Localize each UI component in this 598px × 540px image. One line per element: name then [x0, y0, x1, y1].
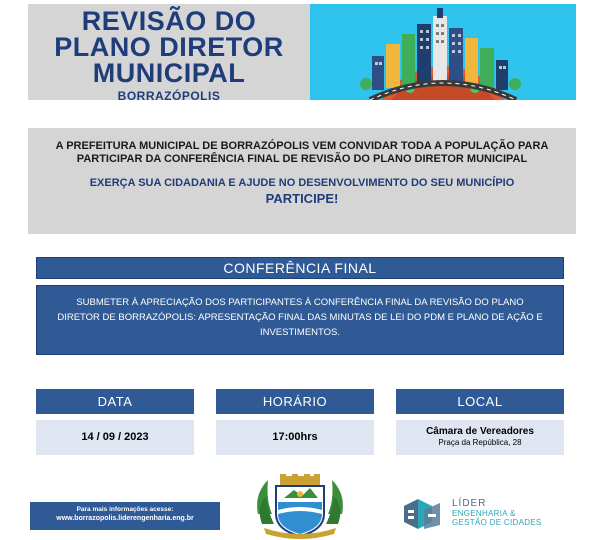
participe-text: PARTICIPE! — [265, 191, 339, 206]
title-panel — [28, 4, 310, 103]
lider-branding — [400, 496, 570, 532]
more-info-label: Para mais informações acesse: — [76, 506, 174, 513]
invitation-text: A PREFEITURA MUNICIPAL DE BORRAZÓPOLIS VEM CONVIDAR TODA A POPULAÇÃO PARA PARTICIPAR DA CONFERÊNCIA FINAL DE REVISÃO DO PLANO DIRETOR MUNICIPAL — [55, 140, 549, 165]
page-title-line-1: REVISÃO DO — [81, 6, 257, 36]
city-skyline-panel — [310, 4, 576, 100]
lider-logo-icon — [400, 496, 444, 532]
date-header: DATA — [36, 389, 194, 414]
page-title-line-2: PLANO DIRETOR — [54, 32, 284, 62]
lider-subtitle-1: ENGENHARIA & — [452, 509, 516, 518]
citizenship-call: EXERÇA SUA CIDADANIA E AJUDE NO DESENVOLVIMENTO DO SEU MUNICÍPIO — [89, 177, 515, 189]
location-value: Câmara de Vereadores — [426, 426, 534, 437]
city-skyline-icon — [310, 4, 576, 100]
page-title-line-3: MUNICIPAL — [92, 58, 246, 88]
time-value: 17:00hrs — [272, 431, 318, 443]
location-address: Praça da República, 28 — [438, 438, 522, 447]
lider-subtitle-2: GESTÃO DE CIDADES — [452, 518, 542, 527]
coat-of-arms-icon — [248, 474, 352, 540]
coat-of-arms — [248, 474, 352, 540]
time-header: HORÁRIO — [216, 389, 374, 414]
website-link[interactable]: www.borrazopolis.liderengenharia.eng.br — [56, 515, 194, 522]
lider-text-block — [452, 498, 572, 527]
lider-name: LÍDER — [452, 498, 487, 509]
date-value: 14 / 09 / 2023 — [81, 431, 149, 443]
city-subtitle: BORRAZÓPOLIS — [117, 89, 221, 103]
time-value-box — [216, 420, 374, 455]
conference-description: SUBMETER À APRECIAÇÃO DOS PARTICIPANTES À CONFERÊNCIA FINAL DA REVISÃO DO PLANO DIRETOR DE BORRAZÓPOLIS: APRESENTAÇÃO FINAL DAS MINUTAS DE LEI DO PDM E PLANO DE AÇÃO E INVESTIMENTOS. — [36, 285, 564, 355]
invitation-panel — [28, 128, 576, 234]
conference-title: CONFERÊNCIA FINAL — [36, 257, 564, 279]
location-value-box — [396, 420, 564, 455]
date-value-box — [36, 420, 194, 455]
location-header: LOCAL — [396, 389, 564, 414]
more-info-box — [30, 502, 220, 530]
